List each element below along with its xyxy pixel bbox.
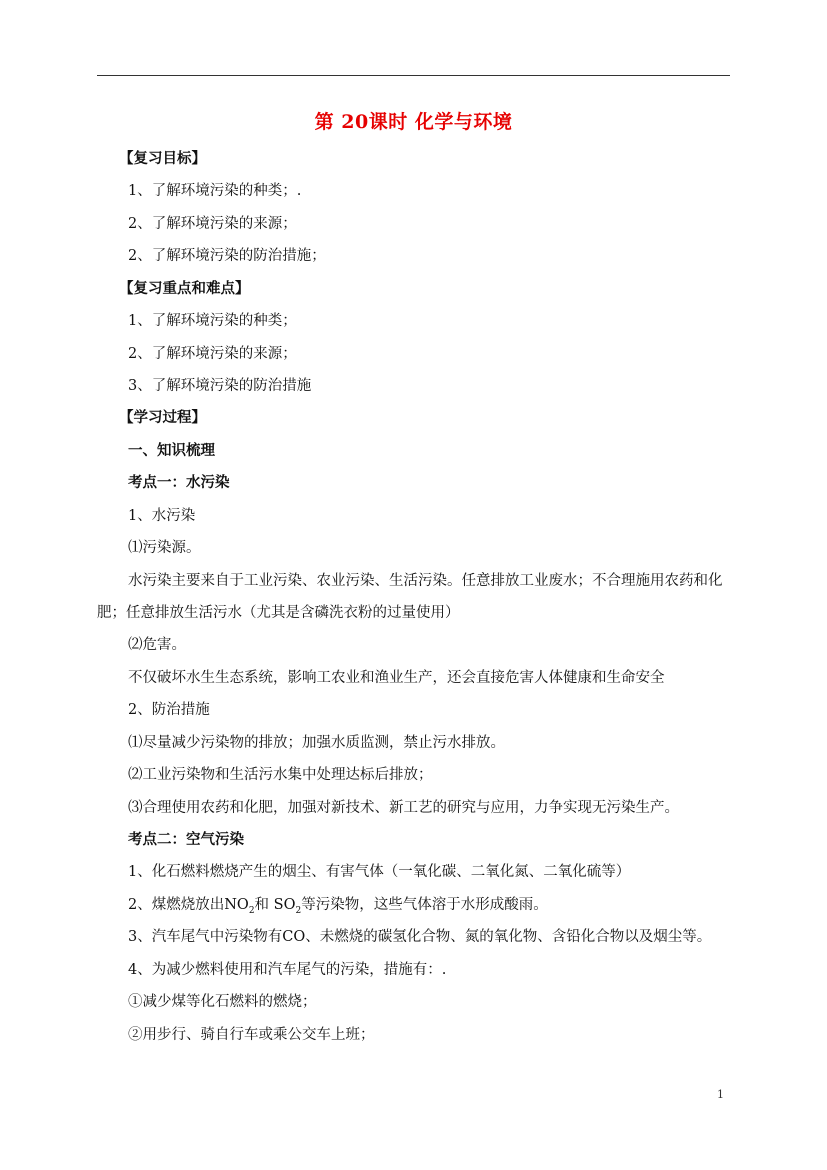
air-line-3: 3、汽车尾气中污染物有CO、未燃烧的碳氢化合物、氮的氧化物、含铅化合物以及烟尘等。 <box>128 929 712 945</box>
measure-1: ⑴尽量减少污染物的排放；加强水质监测，禁止污水排放。 <box>128 735 505 751</box>
page-title: 第 20课时 化学与环境 <box>314 111 513 133</box>
air-line-2-part-c: 等污染物，这些气体溶于水形成酸雨。 <box>301 897 548 913</box>
key-points-heading: 【复习重点和难点】 <box>119 280 250 297</box>
air-line-5: ①减少煤等化石燃料的燃烧； <box>128 994 317 1010</box>
no2-subscript: 2 <box>248 905 255 916</box>
part1-heading: 一、知识梳理 <box>128 442 215 459</box>
point1-heading: 考点一：水污染 <box>128 474 230 491</box>
air-line-2-part-b: 和 SO <box>254 897 296 913</box>
key-item-2: 2、了解环境污染的来源； <box>128 346 297 362</box>
water-item-1: 1、水污染 <box>128 508 196 524</box>
water-sub-1: ⑴污染源。 <box>128 540 201 556</box>
key-item-3: 3、了解环境污染的防治措施 <box>128 378 312 394</box>
goal-item-3: 2、了解环境污染的防治措施； <box>128 248 326 264</box>
header-rule <box>97 75 730 76</box>
air-line-4: 4、为减少燃料使用和汽车尾气的污染，措施有：. <box>128 962 447 978</box>
air-line-6: ②用步行、骑自行车或乘公交车上班； <box>128 1027 375 1043</box>
goal-item-1: 1、了解环境污染的种类；. <box>128 183 302 199</box>
key-item-1: 1、了解环境污染的种类； <box>128 313 297 329</box>
so2-subscript: 2 <box>295 905 302 916</box>
water-source-text: 水污染主要来自于工业污染、农业污染、生活污染。任意排放工业废水；不合理施用农药和化肥；任意排放生活污水（尤其是含磷洗衣粉的过量使用） <box>97 573 723 621</box>
page-number: 1 <box>717 1088 724 1101</box>
goals-heading: 【复习目标】 <box>119 150 206 167</box>
goal-item-2: 2、了解环境污染的来源； <box>128 216 297 232</box>
water-item-2: 2、防治措施 <box>128 702 210 718</box>
point2-heading: 考点二：空气污染 <box>128 831 244 848</box>
process-heading: 【学习过程】 <box>119 409 206 426</box>
measure-3: ⑶合理使用农药和化肥，加强对新技术、新工艺的研究与应用，力争实现无污染生产。 <box>128 800 679 816</box>
water-sub-2: ⑵危害。 <box>128 637 186 653</box>
air-line-1: 1、化石燃料燃烧产生的烟尘、有害气体（一氧化碳、二氧化氮、二氧化硫等） <box>128 864 631 880</box>
air-line-2 <box>128 895 548 921</box>
measure-2: ⑵工业污染物和生活污水集中处理达标后排放； <box>128 767 433 783</box>
air-line-2-part-a: 2、煤燃烧放出NO <box>128 897 249 913</box>
water-harm-text: 不仅破坏水生生态系统，影响工农业和渔业生产，还会直接危害人体健康和生命安全 <box>128 670 665 686</box>
